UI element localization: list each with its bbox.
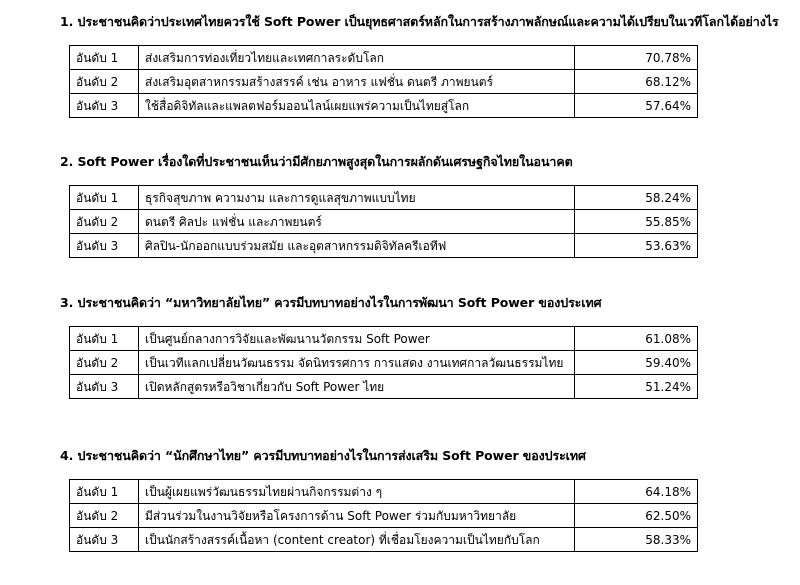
item-cell: ดนตรี ศิลปะ แฟชั่น และภาพยนตร์ [139, 210, 575, 234]
percent-cell: 64.18% [575, 480, 698, 504]
rank-cell: อันดับ 2 [70, 70, 139, 94]
percent-cell: 58.24% [575, 186, 698, 210]
item-cell: มีส่วนร่วมในงานวิจัยหรือโครงการด้าน Soft Power ร่วมกับมหาวิทยาลัย [139, 504, 575, 528]
rank-cell: อันดับ 3 [70, 234, 139, 258]
rank-cell: อันดับ 2 [70, 351, 139, 375]
item-cell: เปิดหลักสูตรหรือวิชาเกี่ยวกับ Soft Power ไทย [139, 375, 575, 399]
table-row [70, 46, 698, 70]
section-title: 4. ประชาชนคิดว่า “นักศึกษาไทย” ควรมีบทบาทอย่างไรในการส่งเสริม Soft Power ของประเทศ [60, 448, 586, 463]
table-row [70, 528, 698, 552]
percent-cell: 61.08% [575, 327, 698, 351]
section-title: 1. ประชาชนคิดว่าประเทศไทยควรใช้ Soft Power เป็นยุทธศาสตร์หลักในการสร้างภาพลักษณ์และความได้เปรียบในเวทีโลกได้อย่างไร [60, 14, 779, 29]
item-cell: ศิลปิน-นักออกแบบร่วมสมัย และอุตสาหกรรมดิจิทัลครีเอทีฟ [139, 234, 575, 258]
rank-cell: อันดับ 1 [70, 186, 139, 210]
section-title: 3. ประชาชนคิดว่า “มหาวิทยาลัยไทย” ควรมีบทบาทอย่างไรในการพัฒนา Soft Power ของประเทศ [60, 295, 602, 310]
percent-cell: 68.12% [575, 70, 698, 94]
rank-cell: อันดับ 3 [70, 528, 139, 552]
table-row [70, 504, 698, 528]
rank-cell: อันดับ 2 [70, 504, 139, 528]
rank-cell: อันดับ 2 [70, 210, 139, 234]
item-cell: เป็นศูนย์กลางการวิจัยและพัฒนานวัตกรรม Soft Power [139, 327, 575, 351]
percent-cell: 53.63% [575, 234, 698, 258]
rank-cell: อันดับ 1 [70, 327, 139, 351]
table-row [70, 70, 698, 94]
percent-cell: 58.33% [575, 528, 698, 552]
item-cell: ใช้สื่อดิจิทัลและแพลตฟอร์มออนไลน์เผยแพร่ความเป็นไทยสู่โลก [139, 94, 575, 118]
rank-cell: อันดับ 1 [70, 46, 139, 70]
ranking-table [69, 326, 698, 399]
table-row [70, 210, 698, 234]
percent-cell: 70.78% [575, 46, 698, 70]
table-row [70, 327, 698, 351]
item-cell: เป็นนักสร้างสรรค์เนื้อหา (content creator) ที่เชื่อมโยงความเป็นไทยกับโลก [139, 528, 575, 552]
rank-cell: อันดับ 1 [70, 480, 139, 504]
table-row [70, 94, 698, 118]
item-cell: ส่งเสริมการท่องเที่ยวไทยและเทศกาลระดับโลก [139, 46, 575, 70]
percent-cell: 59.40% [575, 351, 698, 375]
table-row [70, 234, 698, 258]
rank-cell: อันดับ 3 [70, 94, 139, 118]
percent-cell: 51.24% [575, 375, 698, 399]
ranking-table [69, 479, 698, 552]
section-title: 2. Soft Power เรื่องใดที่ประชาชนเห็นว่ามีศักยภาพสูงสุดในการผลักดันเศรษฐกิจไทยในอนาคต [60, 154, 573, 169]
table-row [70, 480, 698, 504]
table-row [70, 186, 698, 210]
item-cell: ส่งเสริมอุตสาหกรรมสร้างสรรค์ เช่น อาหาร แฟชั่น ดนตรี ภาพยนตร์ [139, 70, 575, 94]
item-cell: เป็นผู้เผยแพร่วัฒนธรรมไทยผ่านกิจกรรมต่าง ๆ [139, 480, 575, 504]
item-cell: ธุรกิจสุขภาพ ความงาม และการดูแลสุขภาพแบบไทย [139, 186, 575, 210]
ranking-table [69, 185, 698, 258]
rank-cell: อันดับ 3 [70, 375, 139, 399]
percent-cell: 57.64% [575, 94, 698, 118]
item-cell: เป็นเวทีแลกเปลี่ยนวัฒนธรรม จัดนิทรรศการ การแสดง งานเทศกาลวัฒนธรรมไทย [139, 351, 575, 375]
ranking-table [69, 45, 698, 118]
percent-cell: 62.50% [575, 504, 698, 528]
table-row [70, 351, 698, 375]
table-row [70, 375, 698, 399]
percent-cell: 55.85% [575, 210, 698, 234]
